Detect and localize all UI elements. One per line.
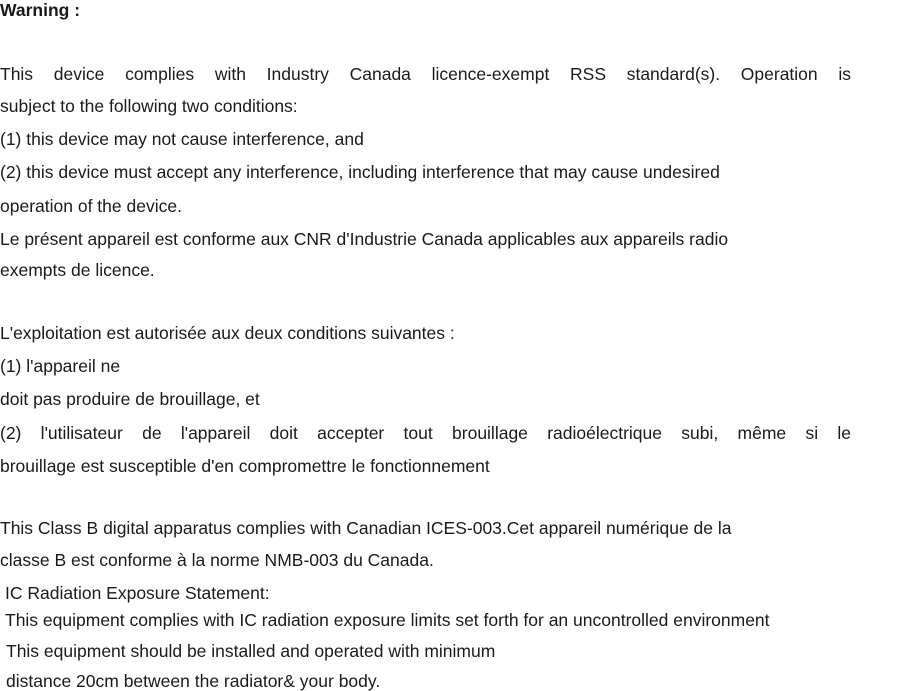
french-line-4: (1) l'appareil ne — [0, 356, 121, 376]
english-line-3: (1) this device may not cause interference, and — [0, 129, 364, 149]
french-line-6: (2) l'utilisateur de l'appareil doit accepter tout brouillage radioélectrique subi, même si le — [0, 423, 851, 443]
french-line-3: L'exploitation est autorisée aux deux conditions suivantes : — [0, 323, 455, 343]
ices-line-1: This Class B digital apparatus complies with Canadian ICES-003.Cet appareil numérique de la — [0, 518, 732, 538]
english-line-1: This device complies with Industry Canada licence-exempt RSS standard(s). Operation is — [0, 64, 851, 84]
english-line-5: operation of the device. — [0, 196, 182, 216]
english-line-2: subject to the following two conditions: — [0, 96, 298, 116]
french-line-1: Le présent appareil est conforme aux CNR d'Industrie Canada applicables aux appareils radio — [0, 229, 729, 249]
warning-title: Warning : — [0, 0, 81, 20]
radiation-line-3: distance 20cm between the radiator& your body. — [6, 671, 381, 691]
french-line-7: brouillage est susceptible d'en compromettre le fonctionnement — [0, 456, 490, 476]
french-line-2: exempts de licence. — [0, 260, 155, 280]
radiation-line-1: This equipment complies with IC radiation exposure limits set forth for an uncontrolled environment — [5, 610, 770, 630]
ices-line-2: classe B est conforme à la norme NMB-003 du Canada. — [0, 550, 434, 570]
english-line-4: (2) this device must accept any interference, including interference that may cause undesired — [0, 162, 720, 182]
french-line-5: doit pas produire de brouillage, et — [0, 389, 260, 409]
radiation-title: IC Radiation Exposure Statement: — [5, 583, 270, 603]
radiation-line-2: This equipment should be installed and operated with minimum — [6, 641, 496, 661]
